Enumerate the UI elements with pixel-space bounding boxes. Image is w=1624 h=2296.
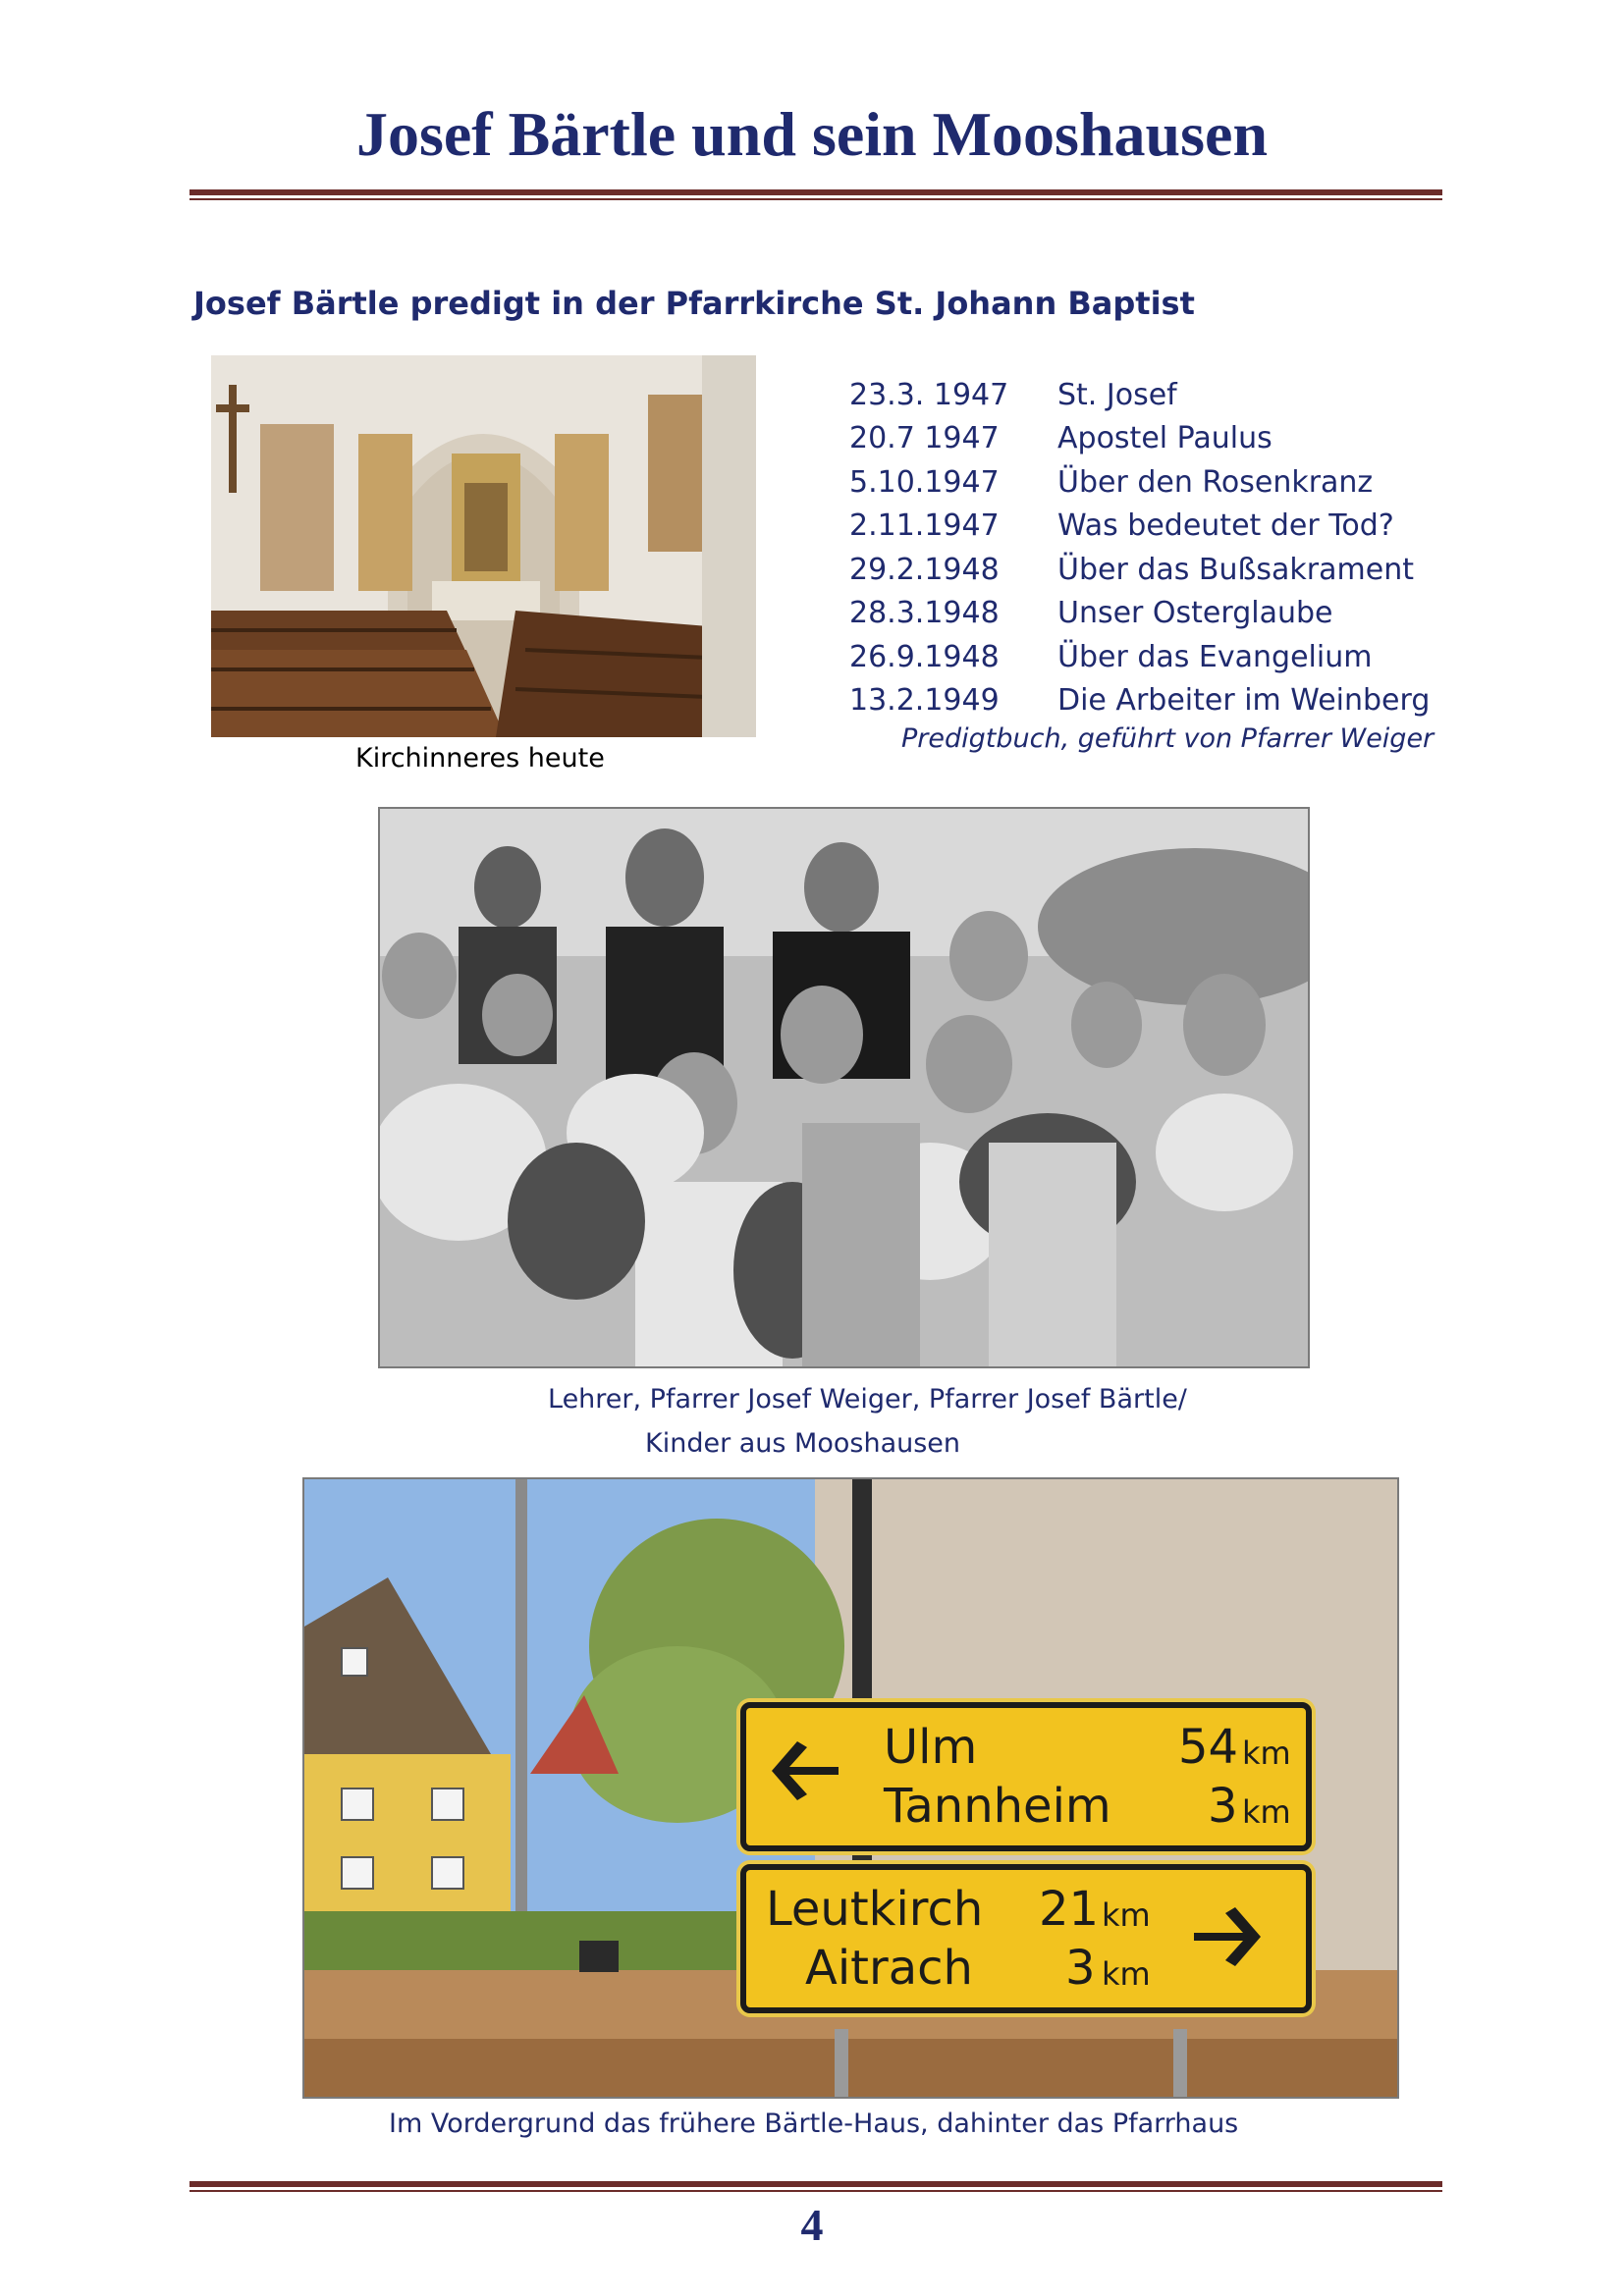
sermon-date: 20.7 1947	[849, 421, 1000, 456]
sign-place: Ulm	[884, 1720, 978, 1775]
group-photo-caption-line2: Kinder aus Mooshausen	[645, 1428, 961, 1459]
road-sign-bottom	[740, 1864, 1312, 2013]
sermon-title: Über den Rosenkranz	[1057, 464, 1374, 500]
sermon-row	[849, 505, 1430, 549]
church-interior-photo	[211, 355, 756, 737]
sign-distance: 3	[1208, 1779, 1238, 1834]
sermon-row	[849, 417, 1430, 461]
sign-unit: km	[1242, 1735, 1291, 1772]
church-photo-caption: Kirchinneres heute	[355, 743, 605, 774]
sign-distance: 54	[1178, 1720, 1239, 1775]
sign-unit: km	[1242, 1793, 1291, 1831]
sermon-title: Was bedeutet der Tod?	[1057, 508, 1394, 544]
sign-distance: 21	[1039, 1882, 1100, 1937]
sign-unit: km	[1102, 1896, 1151, 1934]
sign-place: Tannheim	[884, 1779, 1111, 1834]
sermon-row	[849, 373, 1430, 417]
sermon-title: Unser Osterglaube	[1057, 596, 1333, 631]
header-rule	[189, 189, 1442, 200]
street-photo-caption: Im Vordergrund das frühere Bärtle-Haus, dahinter das Pfarrhaus	[389, 2109, 1239, 2139]
sermon-date: 28.3.1948	[849, 596, 1000, 631]
page-title: Josef Bärtle und sein Mooshausen	[355, 99, 1269, 169]
sermon-row	[849, 460, 1430, 505]
sermon-source-note: Predigtbuch, geführt von Pfarrer Weiger	[901, 723, 1435, 754]
left-arrow-icon	[768, 1732, 846, 1810]
sign-place: Aitrach	[805, 1941, 973, 1996]
sermon-row	[849, 679, 1430, 723]
sign-unit: km	[1102, 1955, 1151, 1993]
sermon-row	[849, 548, 1430, 592]
sermon-title: Über das Bußsakrament	[1057, 552, 1414, 587]
sermon-date: 5.10.1947	[849, 464, 1000, 500]
section-heading: Josef Bärtle predigt in der Pfarrkirche St. Johann Baptist	[193, 285, 1195, 322]
sermon-title: Apostel Paulus	[1057, 421, 1272, 456]
sermon-title: Die Arbeiter im Weinberg	[1057, 683, 1431, 719]
sign-place: Leutkirch	[766, 1882, 984, 1937]
sermon-date: 29.2.1948	[849, 552, 1000, 587]
road-sign-top	[740, 1702, 1312, 1851]
sermon-date: 23.3. 1947	[849, 377, 1009, 412]
sermon-list	[849, 373, 1430, 722]
sermon-row	[849, 635, 1430, 679]
footer-rule	[189, 2181, 1442, 2192]
street-sign-photo	[302, 1477, 1399, 2099]
sermon-date: 2.11.1947	[849, 508, 1000, 544]
sermon-date: 13.2.1949	[849, 683, 1000, 719]
group-photo-caption-line1: Lehrer, Pfarrer Josef Weiger, Pfarrer Josef Bärtle/	[548, 1384, 1187, 1415]
right-arrow-icon	[1186, 1897, 1265, 1976]
sermon-date: 26.9.1948	[849, 639, 1000, 674]
group-photo	[378, 807, 1310, 1368]
sermon-title: St. Josef	[1057, 377, 1177, 412]
sermon-row	[849, 592, 1430, 636]
sign-distance: 3	[1065, 1941, 1096, 1996]
sermon-title: Über das Evangelium	[1057, 639, 1373, 674]
page-number: 4	[800, 2200, 824, 2250]
